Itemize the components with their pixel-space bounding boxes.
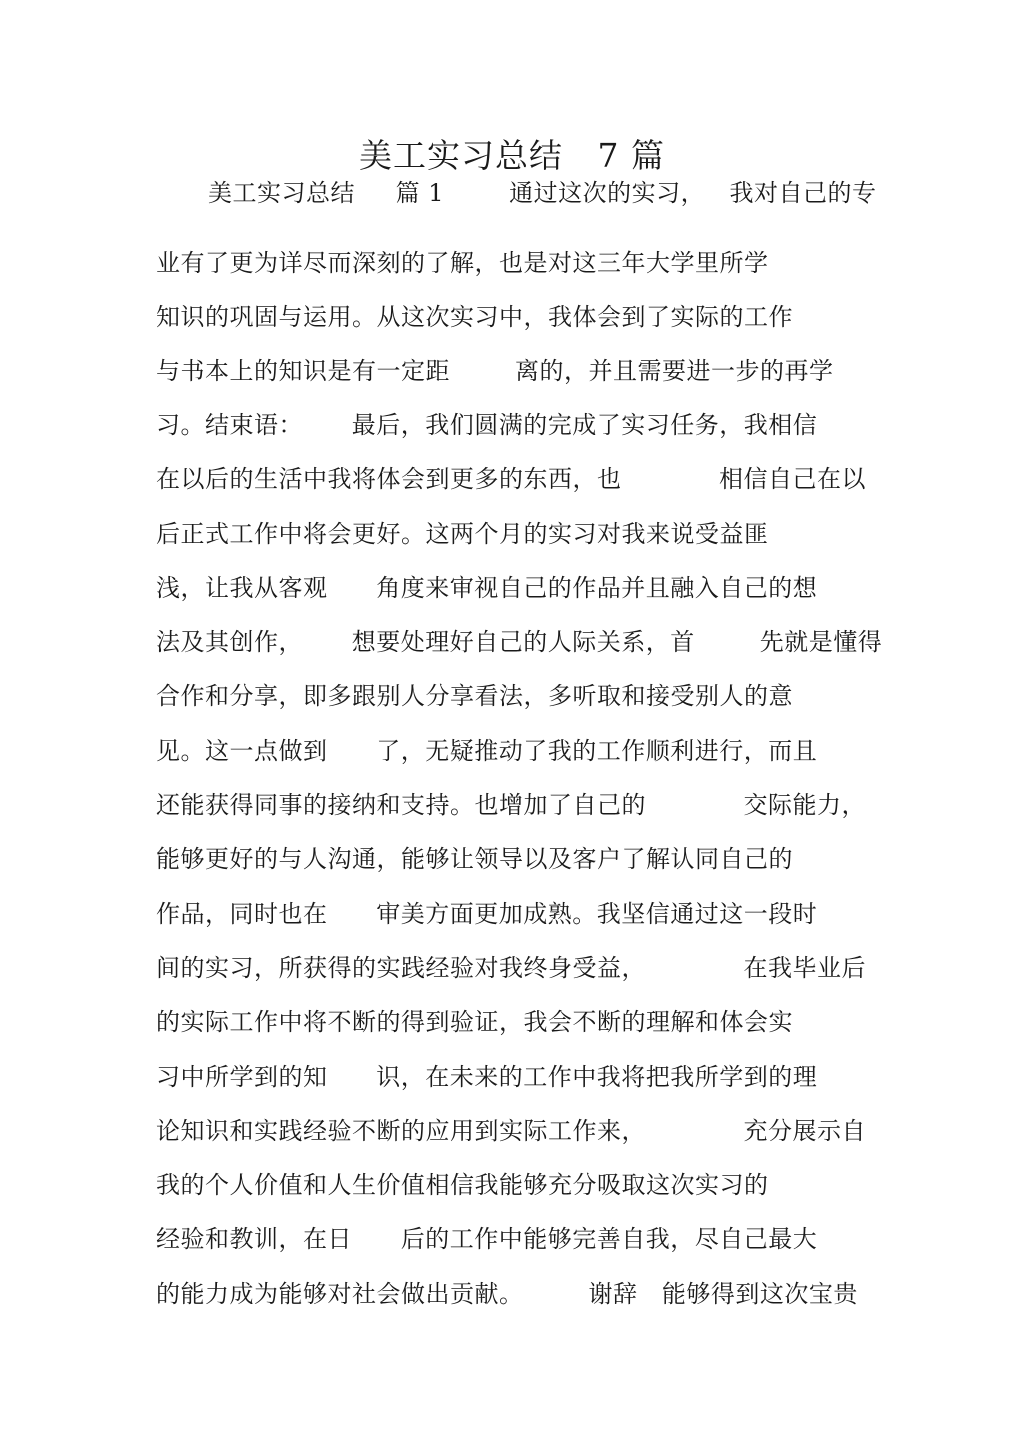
paragraph-line: 能够更好的与人沟通，能够让领导以及客户了解认同自己的 — [156, 845, 793, 873]
paragraph-line: 见。这一点做到 了，无疑推动了我的工作顺利进行，而且 — [156, 737, 818, 765]
paragraph-line: 知识的巩固与运用。从这次实习中，我体会到了实际的工作 — [156, 303, 793, 331]
paragraph-line: 间的实习，所获得的实践经验对我终身受益， 在我毕业后 — [156, 954, 867, 982]
paragraph-line: 习。结束语： 最后，我们圆满的完成了实习任务，我相信 — [156, 411, 818, 439]
paragraph-line: 我的个人价值和人生价值相信我能够充分吸取这次实习的 — [156, 1171, 769, 1199]
paragraph-line: 作品，同时也在 审美方面更加成熟。我坚信通过这一段时 — [156, 900, 818, 928]
paragraph-line: 习中所学到的知 识，在未来的工作中我将把我所学到的理 — [156, 1063, 818, 1091]
paragraph-line: 的能力成为能够对社会做出贡献。 谢辞 能够得到这次宝贵 — [156, 1280, 858, 1308]
paragraph-line: 经验和教训，在日 后的工作中能够完善自我，尽自己最大 — [156, 1225, 818, 1253]
paragraph-line: 业有了更为详尽而深刻的了解，也是对这三年大学里所学 — [156, 249, 769, 277]
paragraph-line: 与书本上的知识是有一定距 离的，并且需要进一步的再学 — [156, 357, 834, 385]
paragraph-line: 后正式工作中将会更好。这两个月的实习对我来说受益匪 — [156, 520, 769, 548]
paragraph-line: 还能获得同事的接纳和支持。也增加了自己的 交际能力， — [156, 791, 867, 819]
paragraph-line: 浅，让我从客观 角度来审视自己的作品并且融入自己的想 — [156, 574, 818, 602]
paragraph-line: 美工实习总结 篇 1 通过这次的实习， 我对自己的专 — [208, 179, 877, 207]
paragraph-line: 在以后的生活中我将体会到更多的东西，也 相信自己在以 — [156, 465, 867, 493]
paragraph-line: 的实际工作中将不断的得到验证，我会不断的理解和体会实 — [156, 1008, 793, 1036]
paragraph-line: 法及其创作， 想要处理好自己的人际关系，首 先就是懂得 — [156, 628, 883, 656]
paragraph-line: 论知识和实践经验不断的应用到实际工作来， 充分展示自 — [156, 1117, 867, 1145]
paragraph-line: 合作和分享，即多跟别人分享看法，多听取和接受别人的意 — [156, 682, 793, 710]
document-title: 美工实习总结 7 篇 — [359, 136, 665, 175]
